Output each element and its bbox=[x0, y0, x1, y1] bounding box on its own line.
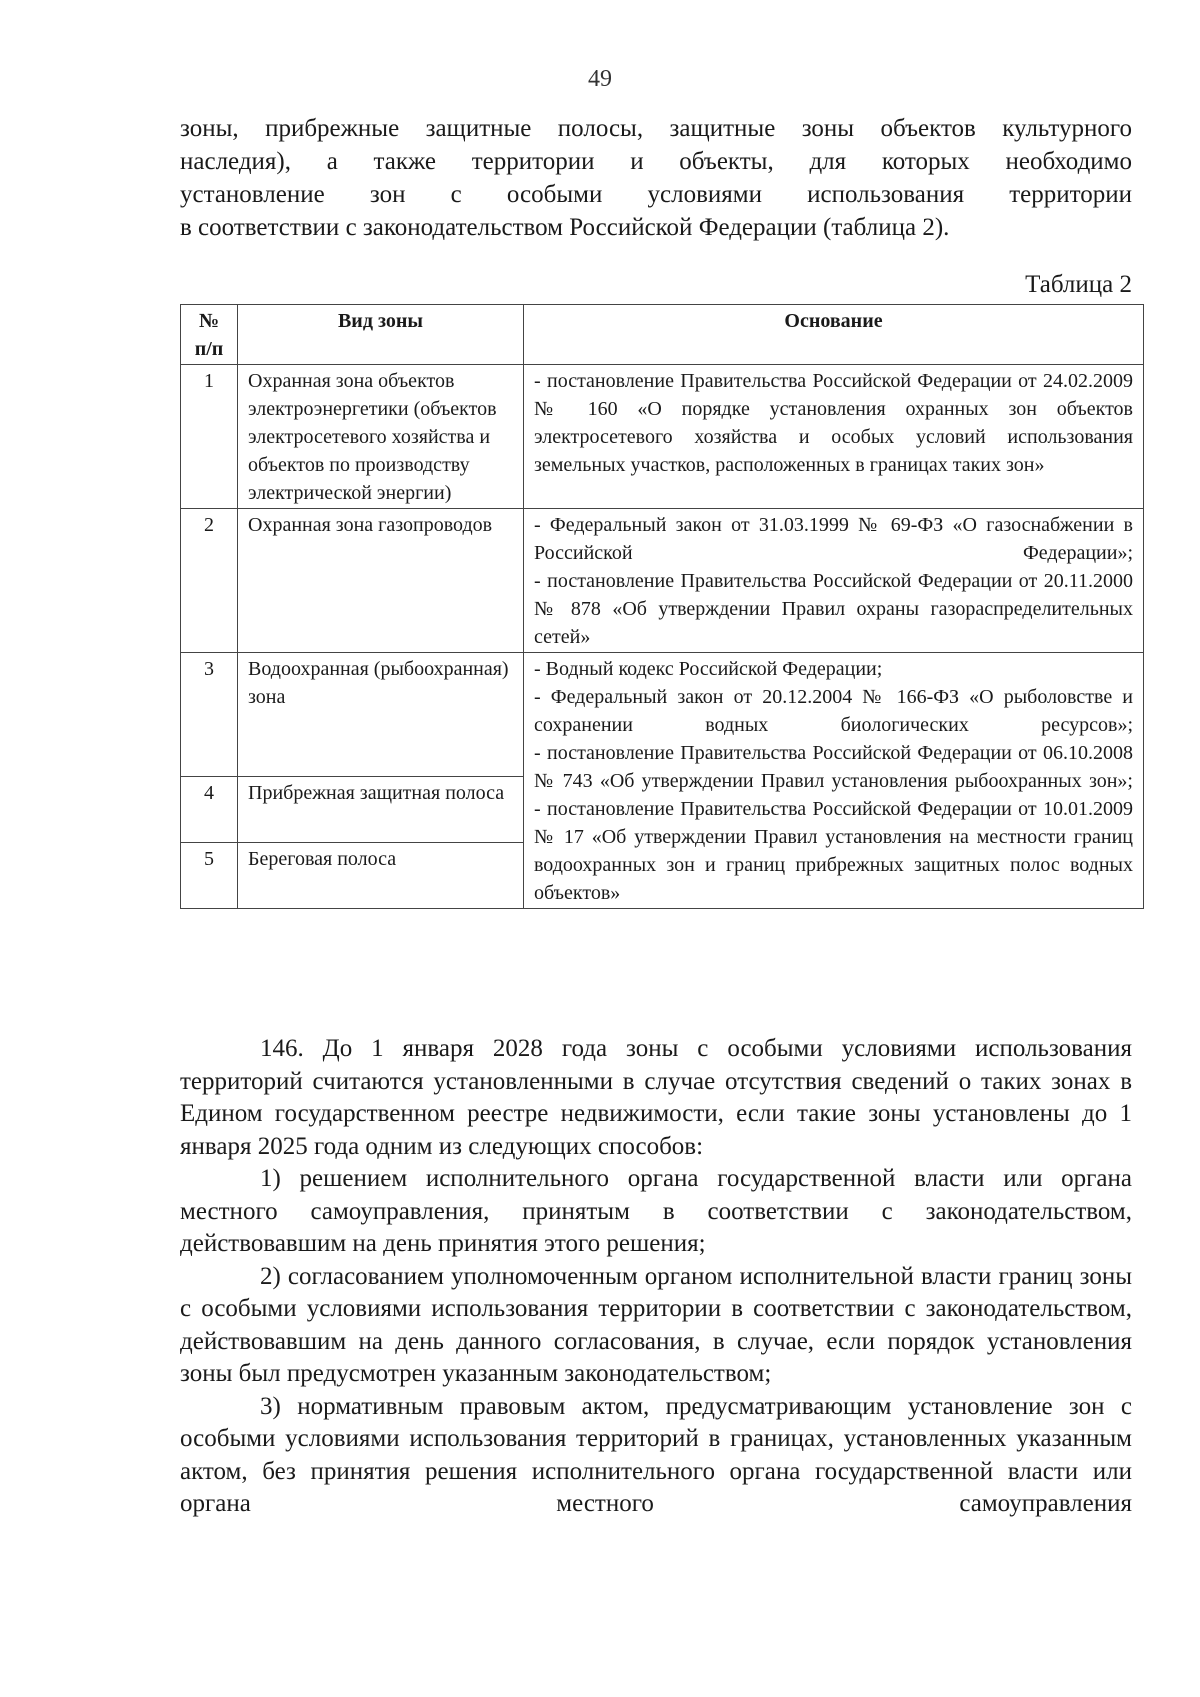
table-row bbox=[181, 509, 1144, 653]
body-text bbox=[180, 1033, 1132, 1521]
table-row bbox=[181, 365, 1144, 509]
basis-item: - постановление Правительства Российской Федерации от 20.11.2000 № 878 «Об утверждении Правил охраны газораспределительных сетей» bbox=[534, 570, 1133, 648]
zone-type-cell: Охранная зона объектов электроэнергетики (объектов электросетевого хозяйства и объектов по производству электрической энергии) bbox=[238, 365, 524, 509]
table-row bbox=[181, 653, 1144, 777]
basis-item: - Федеральный закон от 31.03.1999 № 69-ФЗ «О газоснабжении в Российской Федерации»; bbox=[534, 514, 1133, 564]
list-item-1: 1) решением исполнительного органа государственной власти или органа местного самоуправления, принятым в соответствии с законодательством, действовавшим на день принятия этого решения; bbox=[180, 1165, 1132, 1257]
basis-item: - постановление Правительства Российской Федерации от 10.01.2009 № 17 «Об утверждении Правил установления на местности границ водоохранных зон и границ прибрежных защитных полос водных объектов» bbox=[534, 798, 1133, 904]
intro-line: установление зон с особыми условиями использования территории bbox=[180, 181, 1132, 208]
basis-item: - Федеральный закон от 20.12.2004 № 166-ФЗ «О рыболовстве и сохранении водных биологических ресурсов»; bbox=[534, 686, 1133, 736]
intro-line: наследия), а также территории и объекты, для которых необходимо bbox=[180, 148, 1132, 175]
header-basis: Основание bbox=[524, 305, 1144, 365]
basis-cell bbox=[524, 509, 1144, 653]
row-num: 4 bbox=[181, 776, 238, 842]
header-zone-type: Вид зоны bbox=[238, 305, 524, 365]
intro-line: зоны, прибрежные защитные полосы, защитные зоны объектов культурного bbox=[180, 115, 1132, 142]
row-num: 2 bbox=[181, 509, 238, 653]
basis-item: - постановление Правительства Российской Федерации от 06.10.2008 № 743 «Об утверждении Правил установления рыбоохранных зон»; bbox=[534, 742, 1133, 792]
intro-paragraph bbox=[180, 112, 1132, 244]
zone-type-cell: Охранная зона газопроводов bbox=[238, 509, 524, 653]
row-num: 5 bbox=[181, 842, 238, 908]
basis-item: - Водный кодекс Российской Федерации; bbox=[534, 658, 883, 680]
zone-type-cell: Водоохранная (рыбоохранная) зона bbox=[238, 653, 524, 777]
zone-type-cell: Прибрежная защитная полоса bbox=[238, 776, 524, 842]
shared-basis-cell bbox=[524, 653, 1144, 909]
zone-type-cell: Береговая полоса bbox=[238, 842, 524, 908]
intro-line: в соответствии с законодательством Российской Федерации (таблица 2). bbox=[180, 214, 950, 241]
page-number: 49 bbox=[588, 66, 612, 92]
list-item-2: 2) согласованием уполномоченным органом исполнительной власти границ зоны с особыми условиями использования территории в соответствии с законодательством, действовавшим на день данного согласования, в случае, если порядок установления зоны был предусмотрен указанным законодательством; bbox=[180, 1262, 1132, 1387]
basis-cell bbox=[524, 365, 1144, 509]
paragraph-146: 146. До 1 января 2028 года зоны с особыми условиями использования территорий считаются установленными в случае отсутствия сведений о таких зонах в Едином государственном реестре недвижимости, если такие зоны установлены до 1 января 2025 года одним из следующих способов: bbox=[180, 1035, 1132, 1160]
header-num: № п/п bbox=[181, 305, 238, 365]
basis-item: - постановление Правительства Российской Федерации от 24.02.2009 № 160 «О порядке установления охранных зон объектов электросетевого хозяйства и особых условий использования земельных участков, расположенных в границах таких зон» bbox=[534, 370, 1133, 476]
table-header-row bbox=[181, 305, 1144, 365]
zones-table bbox=[180, 304, 1144, 909]
table-caption: Таблица 2 bbox=[1025, 271, 1132, 298]
row-num: 3 bbox=[181, 653, 238, 777]
list-item-3: 3) нормативным правовым актом, предусматривающим установление зон с особыми условиями использования территорий в границах, установленных указанным актом, без принятия решения исполнительного органа государственной власти или органа местного самоуправления bbox=[180, 1392, 1132, 1517]
row-num: 1 bbox=[181, 365, 238, 509]
